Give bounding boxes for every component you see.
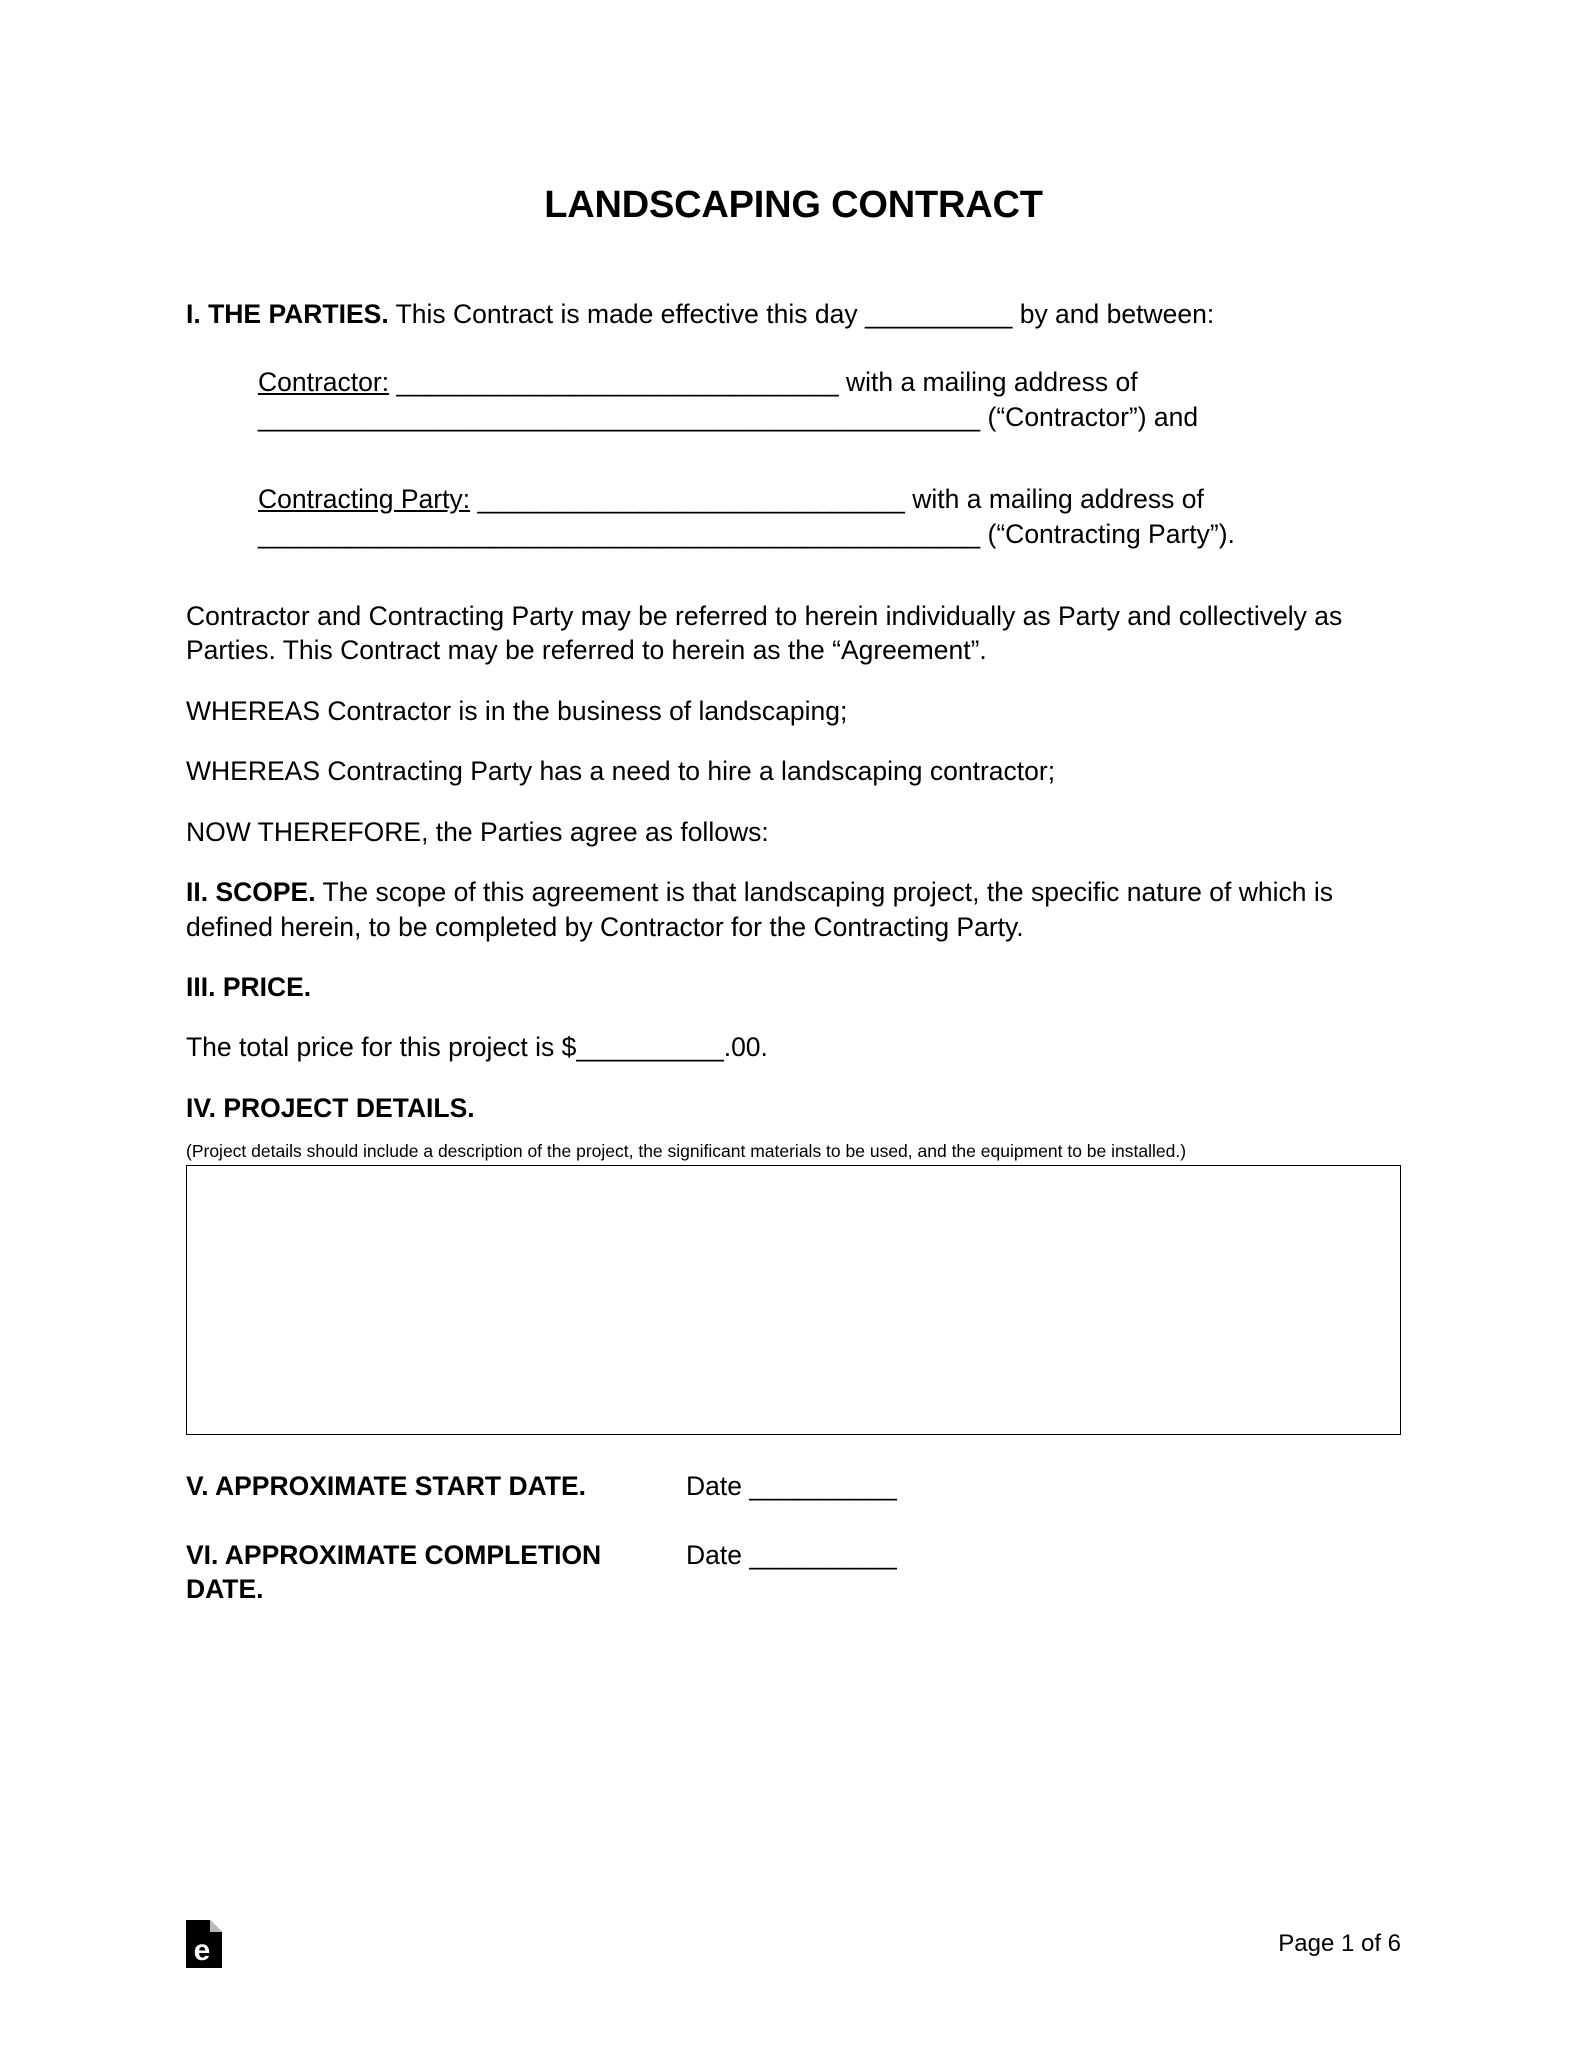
parties-intro-text-before: This Contract is made effective this day — [388, 298, 865, 329]
completion-date-row — [186, 1538, 1401, 1607]
contractor-name-line — [258, 365, 1401, 399]
contracting-party-address-suffix: (“Contracting Party”). — [980, 518, 1235, 549]
contracting-party-block — [258, 482, 1401, 551]
document-content — [186, 0, 1401, 2048]
contractor-address-suffix: (“Contractor”) and — [980, 401, 1199, 432]
effective-day-blank[interactable]: __________ — [864, 298, 1013, 329]
parties-intro-text-after: by and between: — [1012, 298, 1215, 329]
contracting-party-name-suffix: with a mailing address of — [904, 484, 1204, 515]
contractor-address-blank[interactable]: _________________________________________________ — [258, 401, 981, 432]
section-heading-scope: II. SCOPE. — [186, 877, 316, 908]
start-date-label: Date — [686, 1471, 750, 1502]
now-therefore-paragraph: NOW THEREFORE, the Parties agree as follows: — [186, 816, 769, 847]
contracting-party-address-blank[interactable]: _________________________________________________ — [258, 518, 981, 549]
contractor-name-blank[interactable]: ______________________________ — [396, 367, 839, 398]
contractor-address-line — [258, 400, 1401, 434]
contractor-label: Contractor: — [258, 367, 390, 398]
parties-intro-paragraph — [186, 297, 1401, 331]
whereas-contracting-party-paragraph: WHEREAS Contracting Party has a need to hire a landscaping contractor; — [186, 756, 1056, 787]
completion-date-blank[interactable]: __________ — [749, 1539, 897, 1570]
svg-text:e: e — [193, 1934, 211, 1967]
contractor-name-suffix: with a mailing address of — [838, 367, 1138, 398]
whereas-contractor-paragraph: WHEREAS Contractor is in the business of landscaping; — [186, 695, 848, 726]
section-heading-start-date: V. APPROXIMATE START DATE. — [186, 1471, 586, 1502]
completion-date-label: Date — [686, 1539, 750, 1570]
section-heading-parties: I. THE PARTIES. — [186, 298, 389, 329]
price-amount-blank[interactable]: __________ — [576, 1032, 724, 1063]
start-date-field — [686, 1469, 897, 1503]
scope-body-text: The scope of this agreement is that landscaping project, the specific nature of which is defined herein, to be completed by Contractor for the Contracting Party. — [186, 877, 1333, 942]
contracting-party-name-line — [258, 482, 1401, 516]
page-footer — [186, 1920, 1401, 1968]
price-text-after: .00. — [723, 1032, 768, 1063]
scope-paragraph — [186, 875, 1401, 944]
price-text-before: The total price for this project is $ — [186, 1032, 577, 1063]
section-heading-completion-date: VI. APPROXIMATE COMPLETION DATE. — [186, 1539, 602, 1605]
completion-date-field — [686, 1538, 897, 1572]
eforms-logo-icon[interactable] — [186, 1920, 222, 1968]
page-title: LANDSCAPING CONTRACT — [544, 184, 1043, 226]
price-line — [186, 1030, 1401, 1064]
start-date-blank[interactable]: __________ — [749, 1471, 897, 1502]
page-number: Page 1 of 6 — [1278, 1930, 1401, 1957]
contracting-party-name-blank[interactable]: _____________________________ — [477, 484, 905, 515]
parties-definition-paragraph: Contractor and Contracting Party may be referred to herein individually as Party and collectively as Parties. This Contract may be referred to herein as the “Agreement”. — [186, 600, 1343, 666]
contracting-party-label: Contracting Party: — [258, 484, 471, 515]
section-heading-price: III. PRICE. — [186, 972, 312, 1003]
project-details-hint: (Project details should include a description of the project, the significant materials to be used, and the equipment to be installed.) — [186, 1141, 1187, 1162]
contractor-block — [258, 365, 1401, 434]
project-details-textbox[interactable] — [186, 1165, 1401, 1435]
contracting-party-address-line — [258, 517, 1401, 551]
section-heading-project-details: IV. PROJECT DETAILS. — [186, 1092, 475, 1123]
start-date-row — [186, 1469, 1401, 1503]
